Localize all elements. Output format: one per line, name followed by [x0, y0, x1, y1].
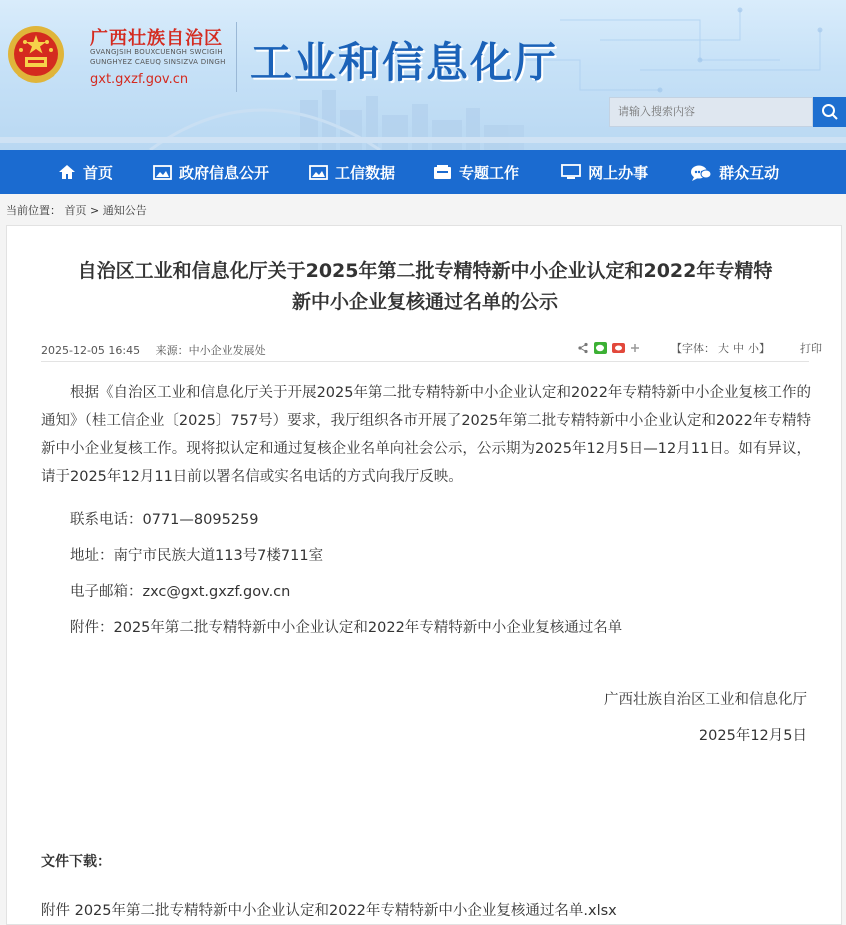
download-file-link[interactable]: 附件 2025年第二批专精特新中小企业认定和2022年专精特新中小企业复核通过名单.xlsx	[41, 903, 617, 919]
share-icon[interactable]	[577, 342, 589, 354]
font-size-label: 【字体：	[671, 342, 715, 355]
publish-date: 2025-12-05 16:45	[41, 344, 141, 357]
weibo-icon[interactable]	[612, 342, 625, 354]
signature-date: 2025年12月5日	[698, 728, 807, 744]
font-large-button[interactable]: 大	[718, 342, 729, 355]
wechat-icon[interactable]	[594, 342, 607, 354]
source-value: 中小企业发展处	[188, 344, 266, 357]
contact-address: 地址：南宁市民族大道113号7楼711室	[70, 548, 324, 564]
breadcrumb-separator: >	[90, 204, 100, 217]
nav-label: 政府信息公开	[179, 163, 270, 182]
nav-label: 专题工作	[459, 163, 520, 182]
article-paragraph: 根据《自治区工业和信息化厅关于开展2025年第二批专精特新中小企业认定和2022年专精特新中小企业复核工作的通知》（桂工信企业〔2025〕757号）要求，我厅组织各市开展了2025年第二批专精特新中小企业认定和2022年专精特新中小企业复核工作。现将拟认定和通过复核企业名单向社会公示，公示期为2025年12月5日—12月11日。如有异议，请于2025年12月11日前以署名信或实名电话的方式向我厅反映。	[41, 385, 811, 485]
region-zhuang-name: GUNGHYEZ CAEUQ SINSIZVA DINGH	[90, 58, 226, 66]
article-tools	[577, 340, 822, 356]
nav-item-data[interactable]	[309, 150, 395, 194]
breadcrumb-prefix: 当前位置：	[6, 204, 61, 217]
article-title-line: 自治区工业和信息化厅关于2025年第二批专精特新中小企业认定和2022年专精特	[77, 260, 773, 282]
image-icon	[309, 165, 328, 180]
meta-divider	[41, 361, 809, 362]
print-button[interactable]: 打印	[800, 342, 822, 355]
nav-label: 首页	[83, 163, 114, 182]
nav-item-special[interactable]	[433, 150, 519, 194]
folder-icon	[433, 164, 452, 180]
font-medium-button[interactable]: 中	[733, 342, 744, 355]
nav-item-gov-info[interactable]	[153, 150, 269, 194]
main-nav	[0, 150, 846, 194]
article-meta	[41, 342, 278, 358]
chat-icon	[690, 164, 712, 181]
source-label: 来源：	[155, 344, 189, 357]
monitor-icon	[561, 164, 581, 180]
breadcrumb-home-link[interactable]: 首页	[64, 204, 87, 217]
article-title	[7, 256, 843, 318]
department-title: 工业和信息化厅	[250, 38, 559, 87]
nav-item-home[interactable]	[58, 150, 113, 194]
font-small-button[interactable]: 小	[748, 342, 759, 355]
nav-label: 工信数据	[335, 163, 396, 182]
search-icon	[821, 103, 839, 121]
breadcrumb	[6, 202, 147, 218]
nav-label: 群众互动	[719, 163, 780, 182]
plus-icon[interactable]	[630, 343, 640, 353]
region-zhuang-name: GVANGJSIH BOUXCUENGH SWCIGIH	[90, 48, 223, 56]
region-url: gxt.gxzf.gov.cn	[90, 72, 189, 87]
font-size-close: 】	[759, 342, 770, 355]
article-title-line: 新中小企业复核通过名单的公示	[291, 291, 558, 313]
nav-item-interaction[interactable]	[690, 150, 779, 194]
breadcrumb-current-link[interactable]: 通知公告	[102, 204, 147, 217]
article-body	[41, 379, 811, 491]
national-emblem-icon	[6, 24, 66, 88]
article-panel	[6, 225, 842, 925]
contact-email: 电子邮箱：zxc@gxt.gxzf.gov.cn	[70, 584, 291, 600]
region-name: 广西壮族自治区	[90, 28, 223, 49]
search-button[interactable]	[813, 97, 846, 127]
search-input[interactable]	[609, 97, 813, 127]
download-title: 文件下载：	[41, 854, 111, 870]
banner-divider	[236, 22, 237, 92]
attachment-note: 附件：2025年第二批专精特新中小企业认定和2022年专精特新中小企业复核通过名单	[70, 620, 623, 636]
signature: 广西壮族自治区工业和信息化厅	[604, 692, 807, 708]
nav-item-online[interactable]	[561, 150, 648, 194]
nav-label: 网上办事	[588, 163, 649, 182]
site-banner	[0, 0, 846, 150]
image-icon	[153, 165, 172, 180]
home-icon	[58, 164, 76, 180]
contact-phone: 联系电话：0771—8095259	[70, 512, 259, 528]
